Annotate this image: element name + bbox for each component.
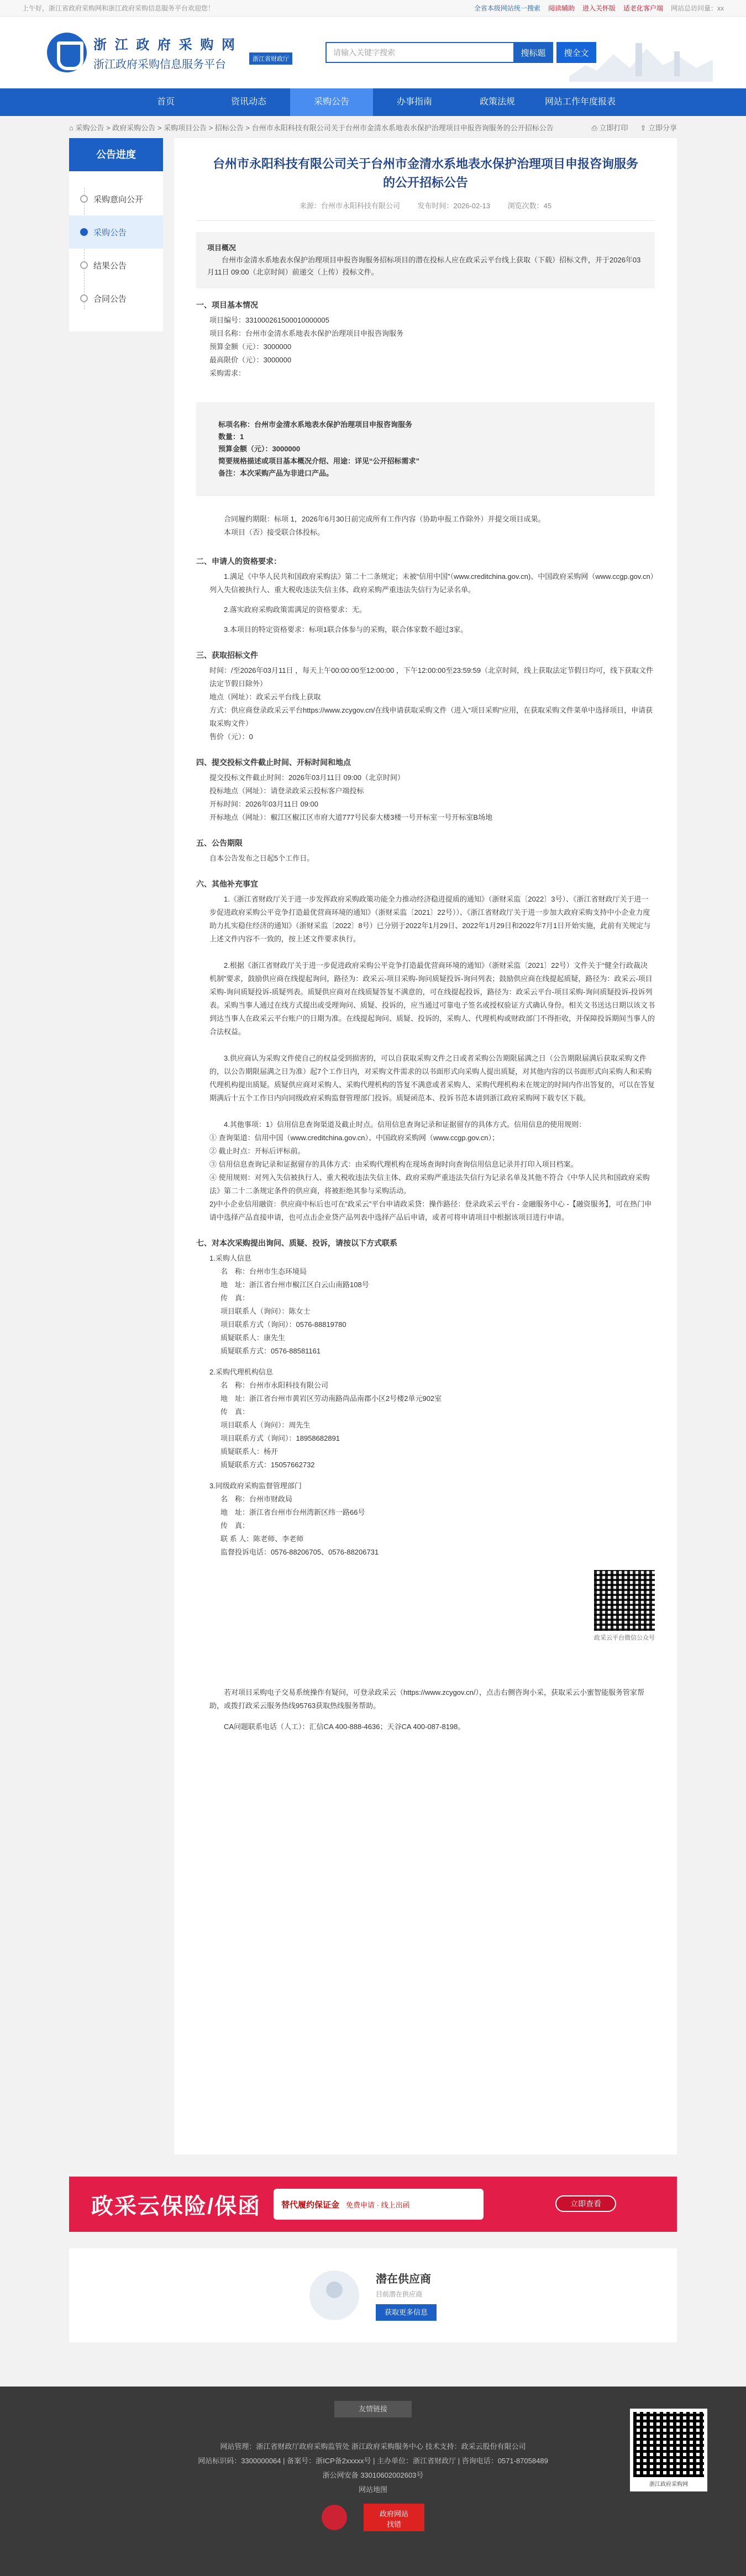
nav-news[interactable]: 资讯动态 [230, 97, 266, 107]
supervisor-line: 监督投诉电话：0576-88206705、0576-88206731 [220, 1548, 379, 1556]
basic-line: 最高限价（元）：3000000 [209, 356, 292, 364]
qualification-line: 1.满足《中华人民共和国政府采购法》第二十二条规定；未被“信用中国”（www.creditchina.gov.cn)、中国政府采购网（www.ccgp.gov.cn）列入失信被执行人、重大税收违法失信主体、政府采购严重违法失信行为记录名单。 [209, 572, 654, 594]
purchaser-line: 质疑联系人：康先生 [220, 1334, 286, 1342]
promo-title: 政采云保险/保函 [91, 2194, 261, 2219]
docs-line: 地点（网址）：政采云平台线上获取 [209, 693, 321, 701]
purchaser-line: 名 称：台州市生态环境局 [220, 1267, 307, 1276]
footer-badges [0, 2504, 746, 2531]
promo-card-text: 免费申请 · 线上出函 [346, 2200, 410, 2209]
qr-caption: 政采云平台微信公众号 [594, 1635, 655, 1641]
care-mode-link[interactable]: 进入关怀版 [582, 4, 616, 12]
basic-line: 预算金额（元）：3000000 [209, 343, 292, 351]
sidebar-title: 公告进度 [69, 138, 163, 171]
agency-line: 项目联系人（询问）：周先生 [220, 1421, 311, 1429]
section-qualification: 二、申请人的资格要求： [196, 557, 281, 566]
lot-line: 简要规格描述或项目基本概况介绍、用途：详见“公开招标需求” [218, 457, 420, 465]
section-other: 六、其他补充事宜 [196, 879, 258, 888]
lot-line: 备注：本次采购产品为非进口产品。 [218, 469, 334, 477]
breadcrumb [69, 116, 677, 138]
share-icon: ⇪ [640, 123, 648, 132]
basic-line: 项目名称：台州市金清水系地表水保护治理项目申报咨询服务 [209, 329, 404, 338]
step-dot-icon [80, 228, 88, 236]
logo-subtitle: 浙江政府采购信息服务平台 [93, 59, 226, 71]
deadline-line: 投标地点（网址）：请登录政采云投标客户端投标 [209, 787, 364, 795]
elderly-client-link[interactable]: 适老化客户端 [623, 4, 663, 12]
city-skyline-decoration [569, 27, 713, 82]
site-header [0, 17, 746, 88]
sidebar-item-contract[interactable]: 合同公告 [80, 282, 163, 315]
potential-suppliers [69, 2248, 677, 2342]
footer-line: 网站标识码：3300000064 | 备案号：浙ICP备2xxxxx号 | 主办单位：浙江省财政厅 | 咨询电话：0571-87058489 [198, 2457, 548, 2465]
sidebar-item-result[interactable]: 结果公告 [80, 249, 163, 282]
qr-code [633, 2412, 704, 2477]
search-bar [325, 42, 596, 63]
main-nav [0, 88, 746, 116]
other-para: ④ 使用规则：对列入失信被执行人、重大税收违法失信主体、政府采购严重违法失信行为记录名单及其他不符合《中华人民共和国政府采购法》第二十二条规定条件的供应商，将被拒绝其参与采购活动。 [209, 1173, 650, 1195]
print-button[interactable]: ⎙ 立即打印 [591, 123, 628, 132]
deadline-line: 开标地点（网址）：椒江区椒江区市府大道777号民泰大楼3楼一号开标室一号开标室B场地 [209, 813, 493, 821]
police-emblem-icon[interactable] [322, 2505, 347, 2530]
article-source: 来源：台州市永阳科技有限公司 [299, 202, 400, 210]
site-footer [0, 2387, 746, 2576]
footnote-line: 若对项目采购电子交易系统操作有疑问，可登录政采云（https://www.zcygov.cn/），点击右侧咨询小采，获取采云小蜜智能服务管家帮助，或拨打政采云服务热线95763获取热线服务帮助。 [209, 1688, 645, 1710]
agency-line: 质疑联系人：杨开 [220, 1447, 279, 1456]
logo-tag: 浙江省财政厅 [249, 52, 292, 65]
friend-links-button[interactable]: 友情链接 [334, 2401, 412, 2417]
project-summary-box [196, 232, 655, 288]
sidebar-list [69, 171, 163, 331]
basic-line: 项目编号：331000261500010000005 [209, 316, 329, 324]
article-views: 浏览次数：45 [507, 202, 552, 210]
wechat-qr-block [196, 1570, 655, 1642]
agency-line: 项目联系方式（询问）：18958682891 [220, 1434, 340, 1442]
home-icon[interactable]: ⌂ [69, 123, 76, 132]
agency-line: 地 址：浙江省台州市黄岩区劳动南路尚品南郡小区2号楼2单元902室 [220, 1394, 442, 1403]
printer-icon: ⎙ [591, 123, 600, 132]
deadline-line: 开标时间：2026年03月11日 09:00 [209, 800, 319, 808]
docs-line: 方式：供应商登录政采云平台https://www.zcygov.cn/在线申请获取采购文件（进入“项目采购”应用，在获取采购文件菜单中选择项目，申请获取采购文件） [209, 706, 653, 728]
purchaser-line: 项目联系人（询问）：陈女士 [220, 1307, 311, 1315]
nav-guide[interactable]: 办事指南 [396, 97, 432, 107]
insurance-promo-banner[interactable] [69, 2177, 677, 2232]
breadcrumb-path [69, 122, 554, 133]
promo-card [274, 2189, 484, 2220]
step-dot-icon [80, 294, 88, 302]
summary-title: 项目概况 [207, 244, 237, 252]
breadcrumb-text[interactable]: 采购公告 > 政府采购公告 > 采购项目公告 > 招标公告 > 台州市永阳科技有限公司关于台州市金清水系地表水保护治理项目申报咨询服务的公开招标公告 [75, 123, 554, 132]
supervisor-line: 联 系 人：陈老师、李老师 [220, 1535, 304, 1543]
section-deadline: 四、提交投标文件截止时间、开标时间和地点 [196, 758, 351, 767]
article [174, 138, 677, 2154]
potential-title: 潜在供应商 [376, 2273, 431, 2285]
supplier-avatar-icon [309, 2271, 359, 2320]
logo-emblem-icon [47, 33, 87, 72]
unified-search-link[interactable]: 全省本级网站统一搜索 [474, 4, 540, 12]
other-para: ① 查询渠道：信用中国（www.creditchina.gov.cn）、中国政府采购网（www.ccgp.gov.cn）； [209, 1134, 499, 1142]
purchaser-title: 1.采购人信息 [209, 1254, 251, 1262]
footer-qr [630, 2409, 707, 2491]
potential-sub: 目前潜在供应商 [376, 2290, 423, 2298]
basic-line: 采购需求： [209, 369, 246, 377]
other-para: 2)中小企业信用融资：供应商中标后也可在“政采云”平台申请政采贷：操作路径：登录政采云平台 - 金融服务中心 -【融资服务】，可在热门申请中选择产品直接申请，也可点击企业贷产品列表中选择产品后申请，或者可将申请项目中根据该项目进行申请。 [209, 1200, 652, 1221]
page-tools [591, 122, 677, 133]
other-para: ③ 信用信息查询记录和证据留存的具体方式：由采购代理机构在现场查询时向查询信用信息记录并打印入项目档案。 [209, 1160, 578, 1168]
lot-line: 标项名称：台州市金清水系地表水保护治理项目申报咨询服务 [218, 420, 413, 429]
agency-title: 2.采购代理机构信息 [209, 1368, 273, 1376]
contract-line: 合同履约期限：标项 1，2026年6月30日前完成所有工作内容（协助申报工作除外）并提交项目成果。 [224, 515, 545, 523]
share-button[interactable]: ⇪ 立即分享 [640, 123, 677, 132]
nav-home[interactable]: 首页 [156, 97, 175, 107]
footnote-line: CA问题联系电话（人工）：汇信CA 400-888-4636；天谷CA 400-087-8198。 [224, 1722, 465, 1731]
article-meta [196, 200, 655, 210]
other-para: 4.其他事项：1）信用信息查询渠道及截止时点。信用信息查询记录和证据留存的具体方式。信用信息的使用规则： [224, 1120, 586, 1129]
other-para: ② 截止时点：开标后评标前。 [209, 1147, 305, 1155]
agency-line: 传 真： [220, 1408, 250, 1416]
other-para: 1.《浙江省财政厅关于进一步发挥政府采购政策功能全力推动经济稳进提质的通知》（浙财采监〔2022〕3号）、《浙江省财政厅关于进一步促进政府采购公平竞争打造最优营商环境的通知》（浙财采监〔2021〕22号））、《浙江省财政厅关于进一步加大政府采购支持中小企业力度助力扎实稳住经济的通知》（浙财采监〔2022〕8号）已分别于2022年1月29日、2022年1月29日和2022年7月1日开始实施，此前有关规定与上述文件内容不一致的，按上述文件要求执行。 [209, 895, 651, 943]
agency-line: 名 称：台州市永阳科技有限公司 [220, 1381, 329, 1389]
search-fulltext-button[interactable]: 搜全文 [556, 42, 596, 63]
step-dot-icon [80, 261, 88, 269]
purchaser-line: 项目联系方式（询问）：0576-88819780 [220, 1320, 346, 1329]
supervisor-title: 3.同级政府采购监督管理部门 [209, 1482, 302, 1490]
nav-annual-report[interactable]: 网站工作年度报表 [544, 97, 616, 107]
logo-title: 浙 江 政 府 采 购 网 [93, 38, 238, 52]
progress-sidebar [69, 138, 163, 331]
supervisor-line: 名 称：台州市财政局 [220, 1495, 293, 1503]
supervisor-line: 地 址：浙江省台州市台州湾新区纬一路66号 [220, 1508, 365, 1516]
visit-count: 网站总访问量：xx [670, 4, 724, 12]
section-period: 五、公告期限 [196, 839, 243, 847]
potential-more-button[interactable]: 获取更多信息 [376, 2304, 437, 2321]
welcome-text: 上午好，浙江省政府采购网和浙江政府采购信息服务平台欢迎您！ [22, 4, 215, 12]
step-dot-icon [80, 195, 88, 203]
other-para: 3.供应商认为采购文件使自己的权益受到损害的，可以自获取采购文件之日或者采购公告期限届满之日（公告期限届满后获取采购文件的，以公告期限届满之日为准）起7个工作日内，对采购文件需求的以书面形式向采购人提出质疑，对其他内容的以书面形式向采购人和采购代理机构提出质疑。质疑供应商对采购人、采购代理机构的答复不满意或者采购人、采购代理机构未在规定的时间内作出答复的，可以在答复期满后十五个工作日内向同级政府采购监督管理部门投诉。质疑函范本、投诉书范本请到浙江政府采购网下载专区下载。 [209, 1054, 655, 1102]
promo-button[interactable]: 立即查看 [555, 2195, 616, 2212]
search-title-button[interactable]: 搜标题 [513, 42, 553, 63]
gov-site-badge[interactable]: 政府网站 找错 [364, 2504, 424, 2531]
footer-line: 浙公网安备 33010602002603号 [322, 2471, 424, 2479]
sitemap-link[interactable]: 网站地图 [358, 2485, 387, 2494]
section-basic-info: 一、项目基本情况 [196, 301, 258, 309]
sidebar-item-intent[interactable]: 采购意向公开 [80, 182, 163, 215]
lot-box [196, 402, 655, 496]
purchaser-line: 地 址：浙江省台州市椒江区白云山南路108号 [220, 1281, 369, 1289]
section-contact: 七、对本次采购提出询问、质疑、投诉，请按以下方式联系 [196, 1239, 397, 1247]
period-line: 自本公告发布之日起5个工作日。 [209, 854, 314, 862]
deadline-line: 提交投标文件截止时间：2026年03月11日 09:00（北京时间） [209, 773, 405, 782]
main-area [69, 138, 677, 2154]
other-para: 2.根据《浙江省财政厅关于进一步促进政府采购公平竞争打造最优营商环境的通知》（浙财采监〔2021〕22号）文件关于“健全行政裁决机制”要求，鼓励供应商在线提起询问，路径为：政采云-项目采购-询问质疑投诉-询问列表；鼓励供应商在线提起质疑，路径为：政采云-项目采购-询问质疑投诉-质疑列表。质疑供应商对在线质疑答复不满意的，可在线提起投诉，路径为：政采云平台-项目采购-询问质疑投诉-投诉列表。采购当事人通过在线方式提出或受理询问、质疑、投诉的，应当通过可靠电子签名或授权验证方式确认身份。相关文书送达日期以该文书到达当事人在政采云平台账户的日期为准。在线提起询问、质疑、投诉的，采购人、代理机构或财政部门不得拒收，并保障投诉期间当事人的合法权益。 [209, 961, 655, 1036]
divider [196, 220, 655, 221]
top-links [474, 3, 724, 13]
sidebar-item-announcement[interactable]: 采购公告 [69, 215, 163, 249]
qualification-line: 3.本项目的特定资格要求：标项1联合体参与的采购，联合体家数不超过3家。 [224, 625, 468, 634]
article-title: 台州市永阳科技有限公司关于台州市金清水系地表水保护治理项目申报咨询服务的公开招标公告 [213, 157, 639, 189]
nav-policy[interactable]: 政策法规 [479, 97, 515, 107]
contract-line: 本项目（否）接受联合体投标。 [224, 528, 325, 536]
nav-announcements[interactable]: 采购公告 [290, 88, 373, 116]
qualification-line: 2.落实政府采购政策需满足的资格要求：无。 [224, 605, 366, 614]
lot-line: 预算金额（元）：3000000 [218, 445, 301, 453]
agency-line: 质疑联系方式：15057662732 [220, 1461, 315, 1469]
top-bar [0, 0, 746, 17]
lot-line: 数量：1 [218, 433, 244, 441]
section-get-docs: 三、获取招标文件 [196, 651, 258, 660]
site-logo[interactable] [47, 33, 292, 72]
footer-line: 网站管理：浙江省财政厅政府采购监管处 浙江政府采购服务中心 技术支持：政采云股份有限公司 [220, 2442, 526, 2451]
docs-line: 售价（元）：0 [209, 733, 253, 741]
summary-text: 台州市金清水系地表水保护治理项目申报咨询服务招标项目的潜在投标人应在政采云平台线上获取（下载）招标文件，并于2026年03月11日 09:00（北京时间）前递交（上传）投标文件。 [207, 256, 641, 276]
wechat-qr-code [594, 1570, 655, 1631]
supervisor-line: 传 真： [220, 1521, 250, 1530]
purchaser-line: 质疑联系方式：0576-88581161 [220, 1347, 321, 1355]
docs-line: 时间：/至2026年03月11日 ，每天上午00:00:00至12:00:00 ，下午12:00:00至23:59:59（北京时间，线上获取法定节假日均可，线下获取文件法定节假日除外） [209, 666, 654, 688]
promo-card-title: 替代履约保证金 [281, 2200, 340, 2210]
footer-qr-caption: 浙江政府采购网 [649, 2482, 688, 2488]
article-date: 发布时间：2026-02-13 [417, 202, 491, 210]
reading-aid-link[interactable]: 阅读辅助 [548, 4, 575, 12]
search-input[interactable]: 请输入关键字搜索 [325, 42, 513, 63]
purchaser-line: 传 真： [220, 1294, 250, 1302]
